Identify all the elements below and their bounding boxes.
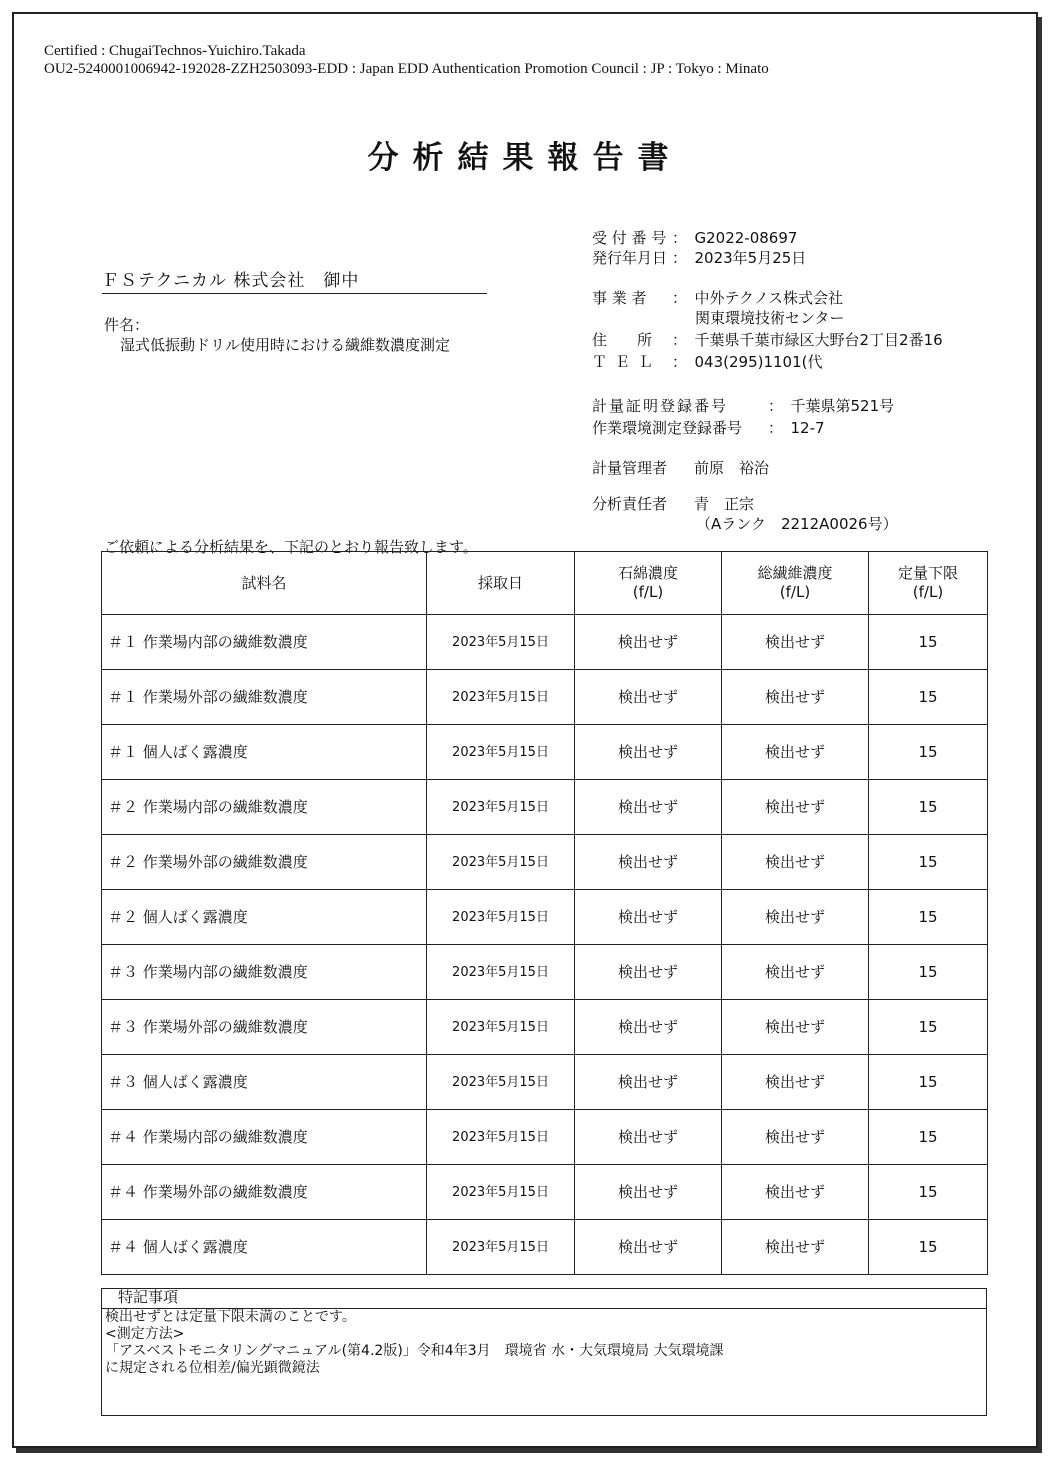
recipient: ＦＳテクニカル 株式会社 御中 <box>102 266 487 294</box>
receipt-label: 受 付 番 号 <box>592 229 667 247</box>
env-reg-label: 作業環境測定登録番号 <box>592 419 743 437</box>
total-fiber-concentration-cell: 検出せず <box>722 1220 869 1275</box>
manager-label: 計量管理者 <box>592 459 668 477</box>
sample-name-cell: ＃２ 作業場内部の繊維数濃度 <box>102 780 427 835</box>
quantitation-limit-cell: 15 <box>869 945 988 1000</box>
quantitation-limit-cell: 15 <box>869 1055 988 1110</box>
certificate-line-2: OU2-5240001006942-192028-ZZH2503093-EDD : Japan EDD Authentication Promotion Council : JP : Tokyo : Minato <box>44 61 769 77</box>
company-label: 事 業 者 <box>592 289 647 307</box>
total-fiber-concentration-cell: 検出せず <box>722 1165 869 1220</box>
asbestos-concentration-cell: 検出せず <box>575 1000 722 1055</box>
notes-box <box>101 1288 987 1416</box>
sample-date-cell: 2023年5月15日 <box>427 670 575 725</box>
header-sample <box>102 552 427 615</box>
sample-date-cell: 2023年5月15日 <box>427 725 575 780</box>
manager-value: 前原 裕治 <box>694 459 770 477</box>
address-label: 住 所 <box>592 331 653 349</box>
sample-date-cell: 2023年5月15日 <box>427 945 575 1000</box>
asbestos-concentration-cell: 検出せず <box>575 615 722 670</box>
analyst-value: 青 正宗 <box>694 495 755 513</box>
issue-value: ： 2023年5月25日 <box>672 249 807 267</box>
sample-name-cell: ＃１ 作業場外部の繊維数濃度 <box>102 670 427 725</box>
notes-line-4: に規定される位相差/偏光顕微鏡法 <box>105 1360 320 1376</box>
certificate-line-1: Certified : ChugaiTechnos-Yuichiro.Takada <box>44 43 306 59</box>
header-limit <box>869 552 988 615</box>
total-fiber-concentration-cell: 検出せず <box>722 890 869 945</box>
company-branch: 関東環境技術センター <box>695 309 845 327</box>
asbestos-concentration-cell: 検出せず <box>575 945 722 1000</box>
address <box>592 330 943 350</box>
asbestos-concentration-cell: 検出せず <box>575 890 722 945</box>
document-title: 分析結果報告書 <box>367 140 683 176</box>
sample-date-cell: 2023年5月15日 <box>427 780 575 835</box>
total-fiber-concentration-cell: 検出せず <box>722 725 869 780</box>
quantitation-limit-cell: 15 <box>869 615 988 670</box>
total-fiber-concentration-cell: 検出せず <box>722 615 869 670</box>
company-value: ： 中外テクノス株式会社 <box>672 289 844 307</box>
telephone <box>592 352 823 372</box>
header-total-label: 総繊維濃度 <box>757 564 833 582</box>
report-page <box>12 12 1038 1448</box>
total-fiber-concentration-cell: 検出せず <box>722 780 869 835</box>
sample-date-cell: 2023年5月15日 <box>427 1220 575 1275</box>
total-fiber-concentration-cell: 検出せず <box>722 670 869 725</box>
quantitation-limit-cell: 15 <box>869 835 988 890</box>
notes-heading: 特記事項 <box>102 1289 986 1309</box>
sample-date-cell: 2023年5月15日 <box>427 1000 575 1055</box>
sample-date-cell: 2023年5月15日 <box>427 1055 575 1110</box>
header-asbestos <box>575 552 722 615</box>
sample-name-cell: ＃３ 作業場内部の繊維数濃度 <box>102 945 427 1000</box>
measurement-registration <box>592 396 895 416</box>
header-limit-label: 定量下限 <box>897 564 958 582</box>
tel-label: ＴＥＬ <box>592 353 662 371</box>
issue-label: 発行年月日 <box>592 249 668 267</box>
asbestos-concentration-cell: 検出せず <box>575 670 722 725</box>
asbestos-concentration-cell: 検出せず <box>575 835 722 890</box>
measurement-manager <box>592 458 770 478</box>
table-row <box>102 725 988 780</box>
asbestos-concentration-cell: 検出せず <box>575 1165 722 1220</box>
analyst-label: 分析責任者 <box>592 495 668 513</box>
asbestos-concentration-cell: 検出せず <box>575 1220 722 1275</box>
sample-date-cell: 2023年5月15日 <box>427 1165 575 1220</box>
receipt-value: ： G2022-08697 <box>672 229 798 247</box>
analyst-rank: （Aランク 2212A0026号） <box>696 515 898 533</box>
table-row <box>102 945 988 1000</box>
quantitation-limit-cell: 15 <box>869 890 988 945</box>
notes-line-1: 検出せずとは定量下限未満のことです。 <box>105 1309 356 1325</box>
quantitation-limit-cell: 15 <box>869 1165 988 1220</box>
header-total <box>722 552 869 615</box>
table-row <box>102 780 988 835</box>
sample-name-cell: ＃４ 作業場外部の繊維数濃度 <box>102 1165 427 1220</box>
sample-date-cell: 2023年5月15日 <box>427 1110 575 1165</box>
asbestos-concentration-cell: 検出せず <box>575 1055 722 1110</box>
asbestos-concentration-cell: 検出せず <box>575 780 722 835</box>
company <box>592 288 844 308</box>
meas-reg-label: 計量証明登録番号 <box>592 397 729 415</box>
notes-body <box>102 1309 986 1377</box>
header-asbestos-unit: (f/L) <box>632 583 664 601</box>
table-header-row <box>102 552 988 615</box>
receipt-number <box>592 228 798 248</box>
table-row <box>102 1110 988 1165</box>
total-fiber-concentration-cell: 検出せず <box>722 1055 869 1110</box>
subject-label: 件名： <box>104 316 150 334</box>
analyst <box>592 494 755 514</box>
sample-name-cell: ＃１ 作業場内部の繊維数濃度 <box>102 615 427 670</box>
total-fiber-concentration-cell: 検出せず <box>722 945 869 1000</box>
intro-text: ご依頼による分析結果を、下記のとおり報告致します。 <box>104 538 478 556</box>
table-row <box>102 1055 988 1110</box>
environment-registration <box>592 418 825 438</box>
table-row <box>102 890 988 945</box>
tel-value: ： 043(295)1101(代 <box>672 353 823 371</box>
quantitation-limit-cell: 15 <box>869 725 988 780</box>
sample-name-cell: ＃２ 作業場外部の繊維数濃度 <box>102 835 427 890</box>
sample-date-cell: 2023年5月15日 <box>427 890 575 945</box>
sample-name-cell: ＃２ 個人ばく露濃度 <box>102 890 427 945</box>
table-row <box>102 615 988 670</box>
notes-line-2: <測定方法> <box>105 1326 185 1342</box>
issue-date <box>592 248 807 268</box>
header-sample-label: 試料名 <box>241 573 287 592</box>
asbestos-concentration-cell: 検出せず <box>575 725 722 780</box>
total-fiber-concentration-cell: 検出せず <box>722 835 869 890</box>
header-date <box>427 552 575 615</box>
quantitation-limit-cell: 15 <box>869 1110 988 1165</box>
table-row <box>102 1220 988 1275</box>
table-row <box>102 670 988 725</box>
header-total-unit: (f/L) <box>779 583 811 601</box>
env-reg-value: ： 12-7 <box>768 419 825 437</box>
results-table <box>101 551 988 1275</box>
table-row <box>102 1000 988 1055</box>
total-fiber-concentration-cell: 検出せず <box>722 1110 869 1165</box>
quantitation-limit-cell: 15 <box>869 670 988 725</box>
address-value: ： 千葉県千葉市緑区大野台2丁目2番16 <box>672 331 943 349</box>
sample-name-cell: ＃３ 個人ばく露濃度 <box>102 1055 427 1110</box>
quantitation-limit-cell: 15 <box>869 1000 988 1055</box>
sample-name-cell: ＃１ 個人ばく露濃度 <box>102 725 427 780</box>
subject-text: 湿式低振動ドリル使用時における繊維数濃度測定 <box>120 336 451 354</box>
total-fiber-concentration-cell: 検出せず <box>722 1000 869 1055</box>
sample-name-cell: ＃３ 作業場外部の繊維数濃度 <box>102 1000 427 1055</box>
notes-line-3: 「アスベストモニタリングマニュアル(第4.2版)」令和4年3月 環境省 水・大気環境局 大気環境課 <box>105 1343 724 1359</box>
certificate-stamp <box>44 42 769 78</box>
header-asbestos-label: 石綿濃度 <box>617 564 678 582</box>
table-row <box>102 835 988 890</box>
sample-name-cell: ＃４ 個人ばく露濃度 <box>102 1220 427 1275</box>
quantitation-limit-cell: 15 <box>869 1220 988 1275</box>
sample-name-cell: ＃４ 作業場内部の繊維数濃度 <box>102 1110 427 1165</box>
asbestos-concentration-cell: 検出せず <box>575 1110 722 1165</box>
meas-reg-value: ： 千葉県第521号 <box>768 397 895 415</box>
header-date-label: 採取日 <box>477 573 523 592</box>
header-limit-unit: (f/L) <box>912 583 944 601</box>
sample-date-cell: 2023年5月15日 <box>427 615 575 670</box>
quantitation-limit-cell: 15 <box>869 780 988 835</box>
table-row <box>102 1165 988 1220</box>
sample-date-cell: 2023年5月15日 <box>427 835 575 890</box>
